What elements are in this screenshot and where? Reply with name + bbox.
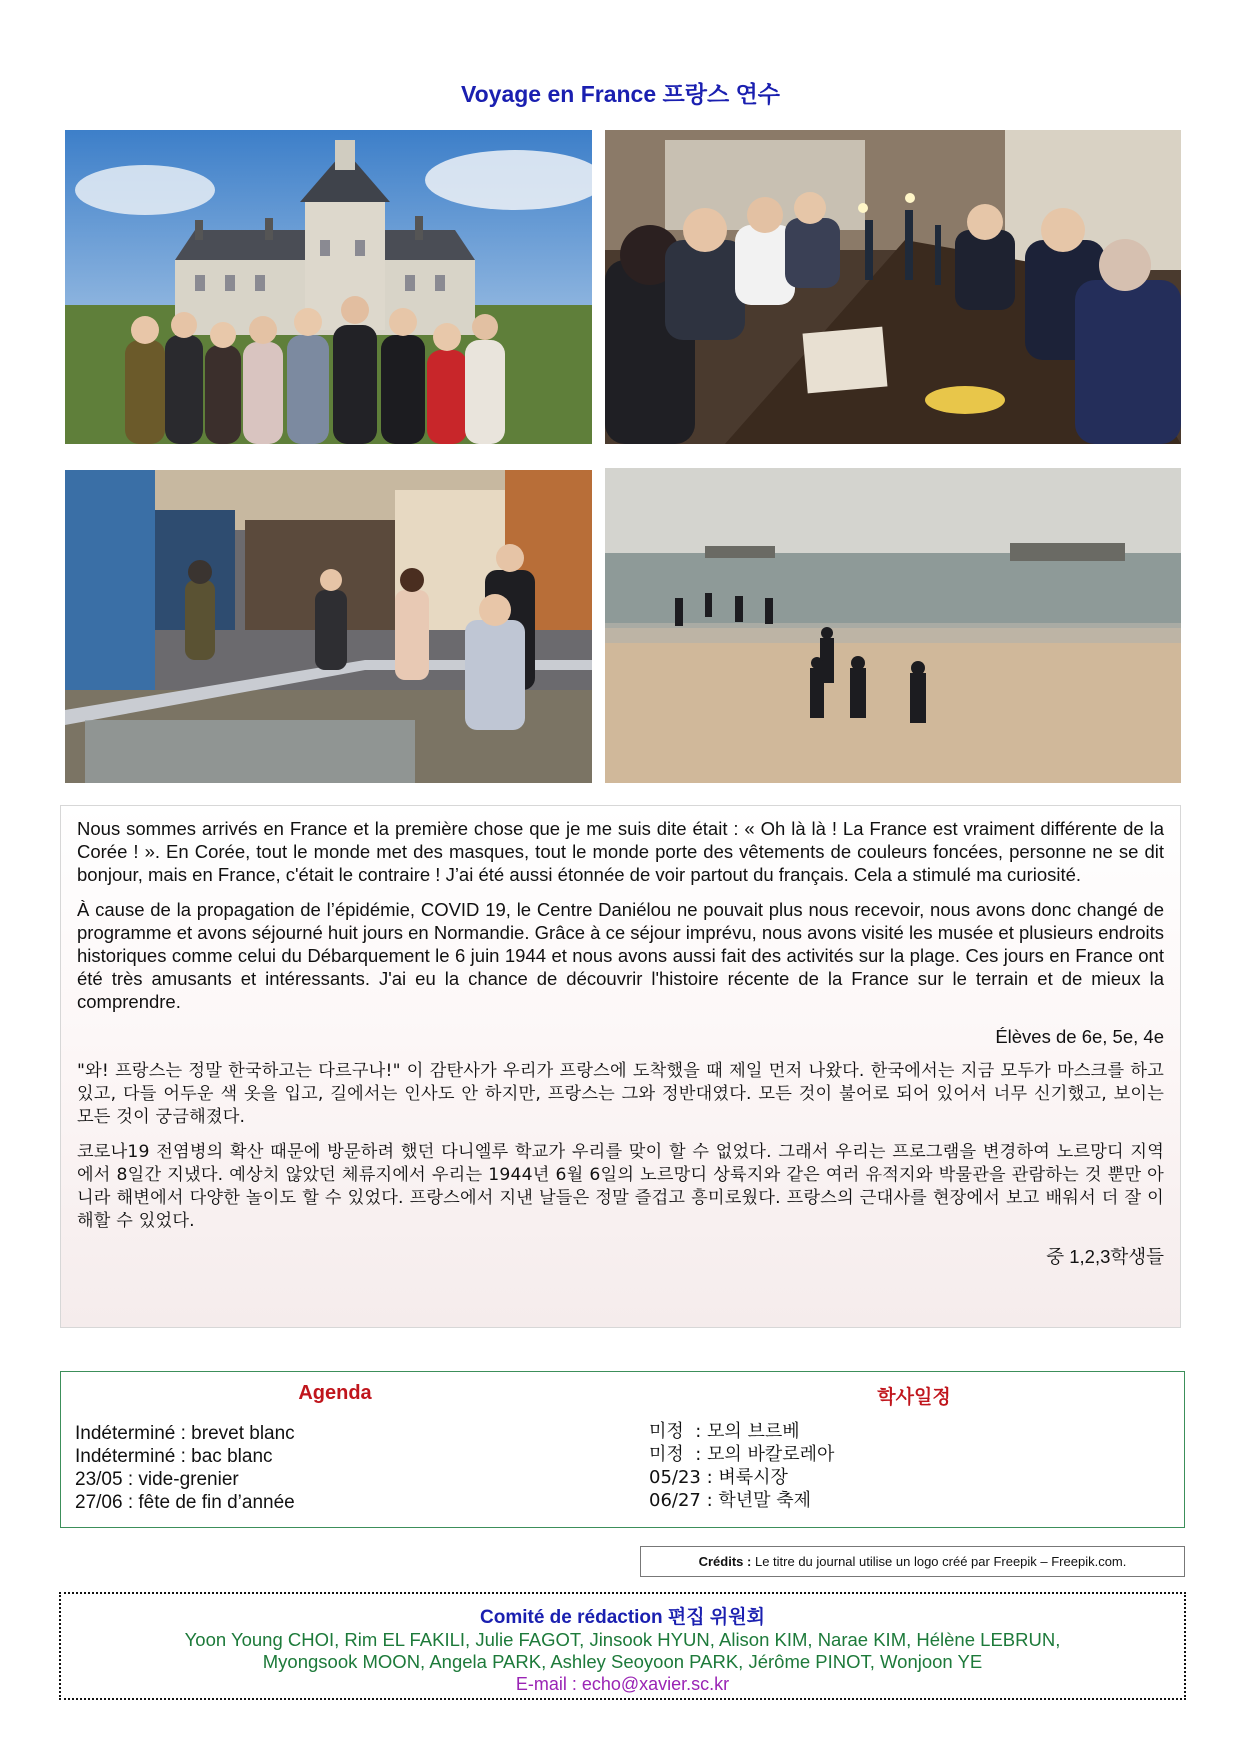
agenda-ko-item: 미정 : 모의 바칼로레아 <box>649 1444 835 1465</box>
article-fr-paragraph-1: Nous sommes arrivés en France et la première chose que je me suis dite était : « Oh là là ! La France est vraiment différente de la Corée ! ». En Corée, tout le monde met des masques, tout le monde porte des vêtements de couleurs foncées, personne ne se dit bonjour, mais en France, c'était le contraire ! J’ai été aussi étonnée de voir partout du français. Cela a stimulé ma curiosité. <box>77 818 1164 885</box>
dinner-toast-photo <box>605 130 1181 444</box>
committee-names-line-2: Myongsook MOON, Angela PARK, Ashley Seoyoon PARK, Jérôme PINOT, Wonjoon YE <box>262 1651 983 1672</box>
agenda-fr-title: Agenda <box>298 1382 372 1404</box>
agenda-fr-item: 27/06 : fête de fin d’année <box>75 1492 295 1513</box>
agenda-ko-item: 05/23 : 벼룩시장 <box>649 1467 788 1488</box>
agenda-fr-list <box>75 1422 295 1514</box>
article-ko-paragraph-1: "와! 프랑스는 정말 한국하고는 다르구나!" 이 감탄사가 우리가 프랑스에 도착했을 때 제일 먼저 나왔다. 한국에서는 지금 모두가 마스크를 하고 있고, 다들 어두운 색 옷을 입고, 길에서는 인사도 안 하지만, 프랑스는 그와 정반대였다. 모든 것이 불어로 되어 있어서 너무 신기했고, 보이는 모든 것이 궁금해졌다. <box>77 1061 1164 1127</box>
editorial-committee-box <box>59 1592 1186 1700</box>
credits-box <box>640 1546 1185 1577</box>
article-ko-paragraph-2: 코로나19 전염병의 확산 때문에 방문하려 했던 다니엘루 학교가 우리를 맞이 할 수 없었다. 그래서 우리는 프로그램을 변경하여 노르망디 지역에서 8일간 지냈다. 예상치 않았던 체류지에서 우리는 1944년 6월 6일의 노르망디 상륙지와 같은 여러 유적지와 박물관을 관람하는 것 뿐만 아니라 해변에서 다양한 놀이도 할 수 있었다. 프랑스에서 지낸 날들은 정말 즐겁고 흥미로웠다. 프랑스의 근대사를 현장에서 보고 배워서 더 잘 이해할 수 있었다. <box>77 1142 1164 1231</box>
agenda-fr-item: Indéterminé : brevet blanc <box>75 1423 295 1444</box>
chateau-group-photo <box>65 130 592 444</box>
article-box <box>60 805 1181 1328</box>
agenda-fr-item: Indéterminé : bac blanc <box>75 1446 273 1467</box>
committee-email[interactable]: E-mail : echo@xavier.sc.kr <box>515 1674 730 1694</box>
page-title: Voyage en France 프랑스 연수 <box>460 81 781 107</box>
credits-label: Crédits : <box>698 1554 752 1569</box>
agenda-ko-item: 미정 : 모의 브르베 <box>649 1421 800 1442</box>
agenda-fr-item: 23/05 : vide-grenier <box>75 1469 239 1490</box>
credits-text: Le titre du journal utilise un logo créé par Freepik – Freepik.com. <box>754 1554 1127 1569</box>
beach-photo <box>605 468 1181 783</box>
committee-title: Comité de rédaction 편집 위원회 <box>480 1607 765 1628</box>
agenda-ko-title: 학사일정 <box>877 1386 951 1408</box>
agenda-ko-list <box>649 1420 834 1512</box>
museum-photo <box>65 470 592 783</box>
agenda-ko-item: 06/27 : 학년말 축제 <box>649 1490 812 1511</box>
agenda-box <box>60 1371 1185 1528</box>
article-ko-signature: 중 1,2,3학생들 <box>1046 1246 1164 1267</box>
article-fr-paragraph-2: À cause de la propagation de l’épidémie, COVID 19, le Centre Daniélou ne pouvait plus nous recevoir, nous avons donc changé de programme et avons séjourné huit jours en Normandie. Grâce à ce séjour imprévu, nous avons visité les musée et plusieurs endroits historiques comme celui du Débarquement le 6 juin 1944 et nous avons aussi fait des activités sur la plage. Ces jours en France ont été très amusants et intéressants. J'ai eu la chance de découvrir l'histoire récente de la France sur le terrain et de mieux la comprendre. <box>77 899 1164 1012</box>
committee-names-line-1: Yoon Young CHOI, Rim EL FAKILI, Julie FAGOT, Jinsook HYUN, Alison KIM, Narae KIM, Hélène LEBRUN, <box>184 1629 1061 1650</box>
article-fr-signature: Élèves de 6e, 5e, 4e <box>995 1026 1164 1047</box>
